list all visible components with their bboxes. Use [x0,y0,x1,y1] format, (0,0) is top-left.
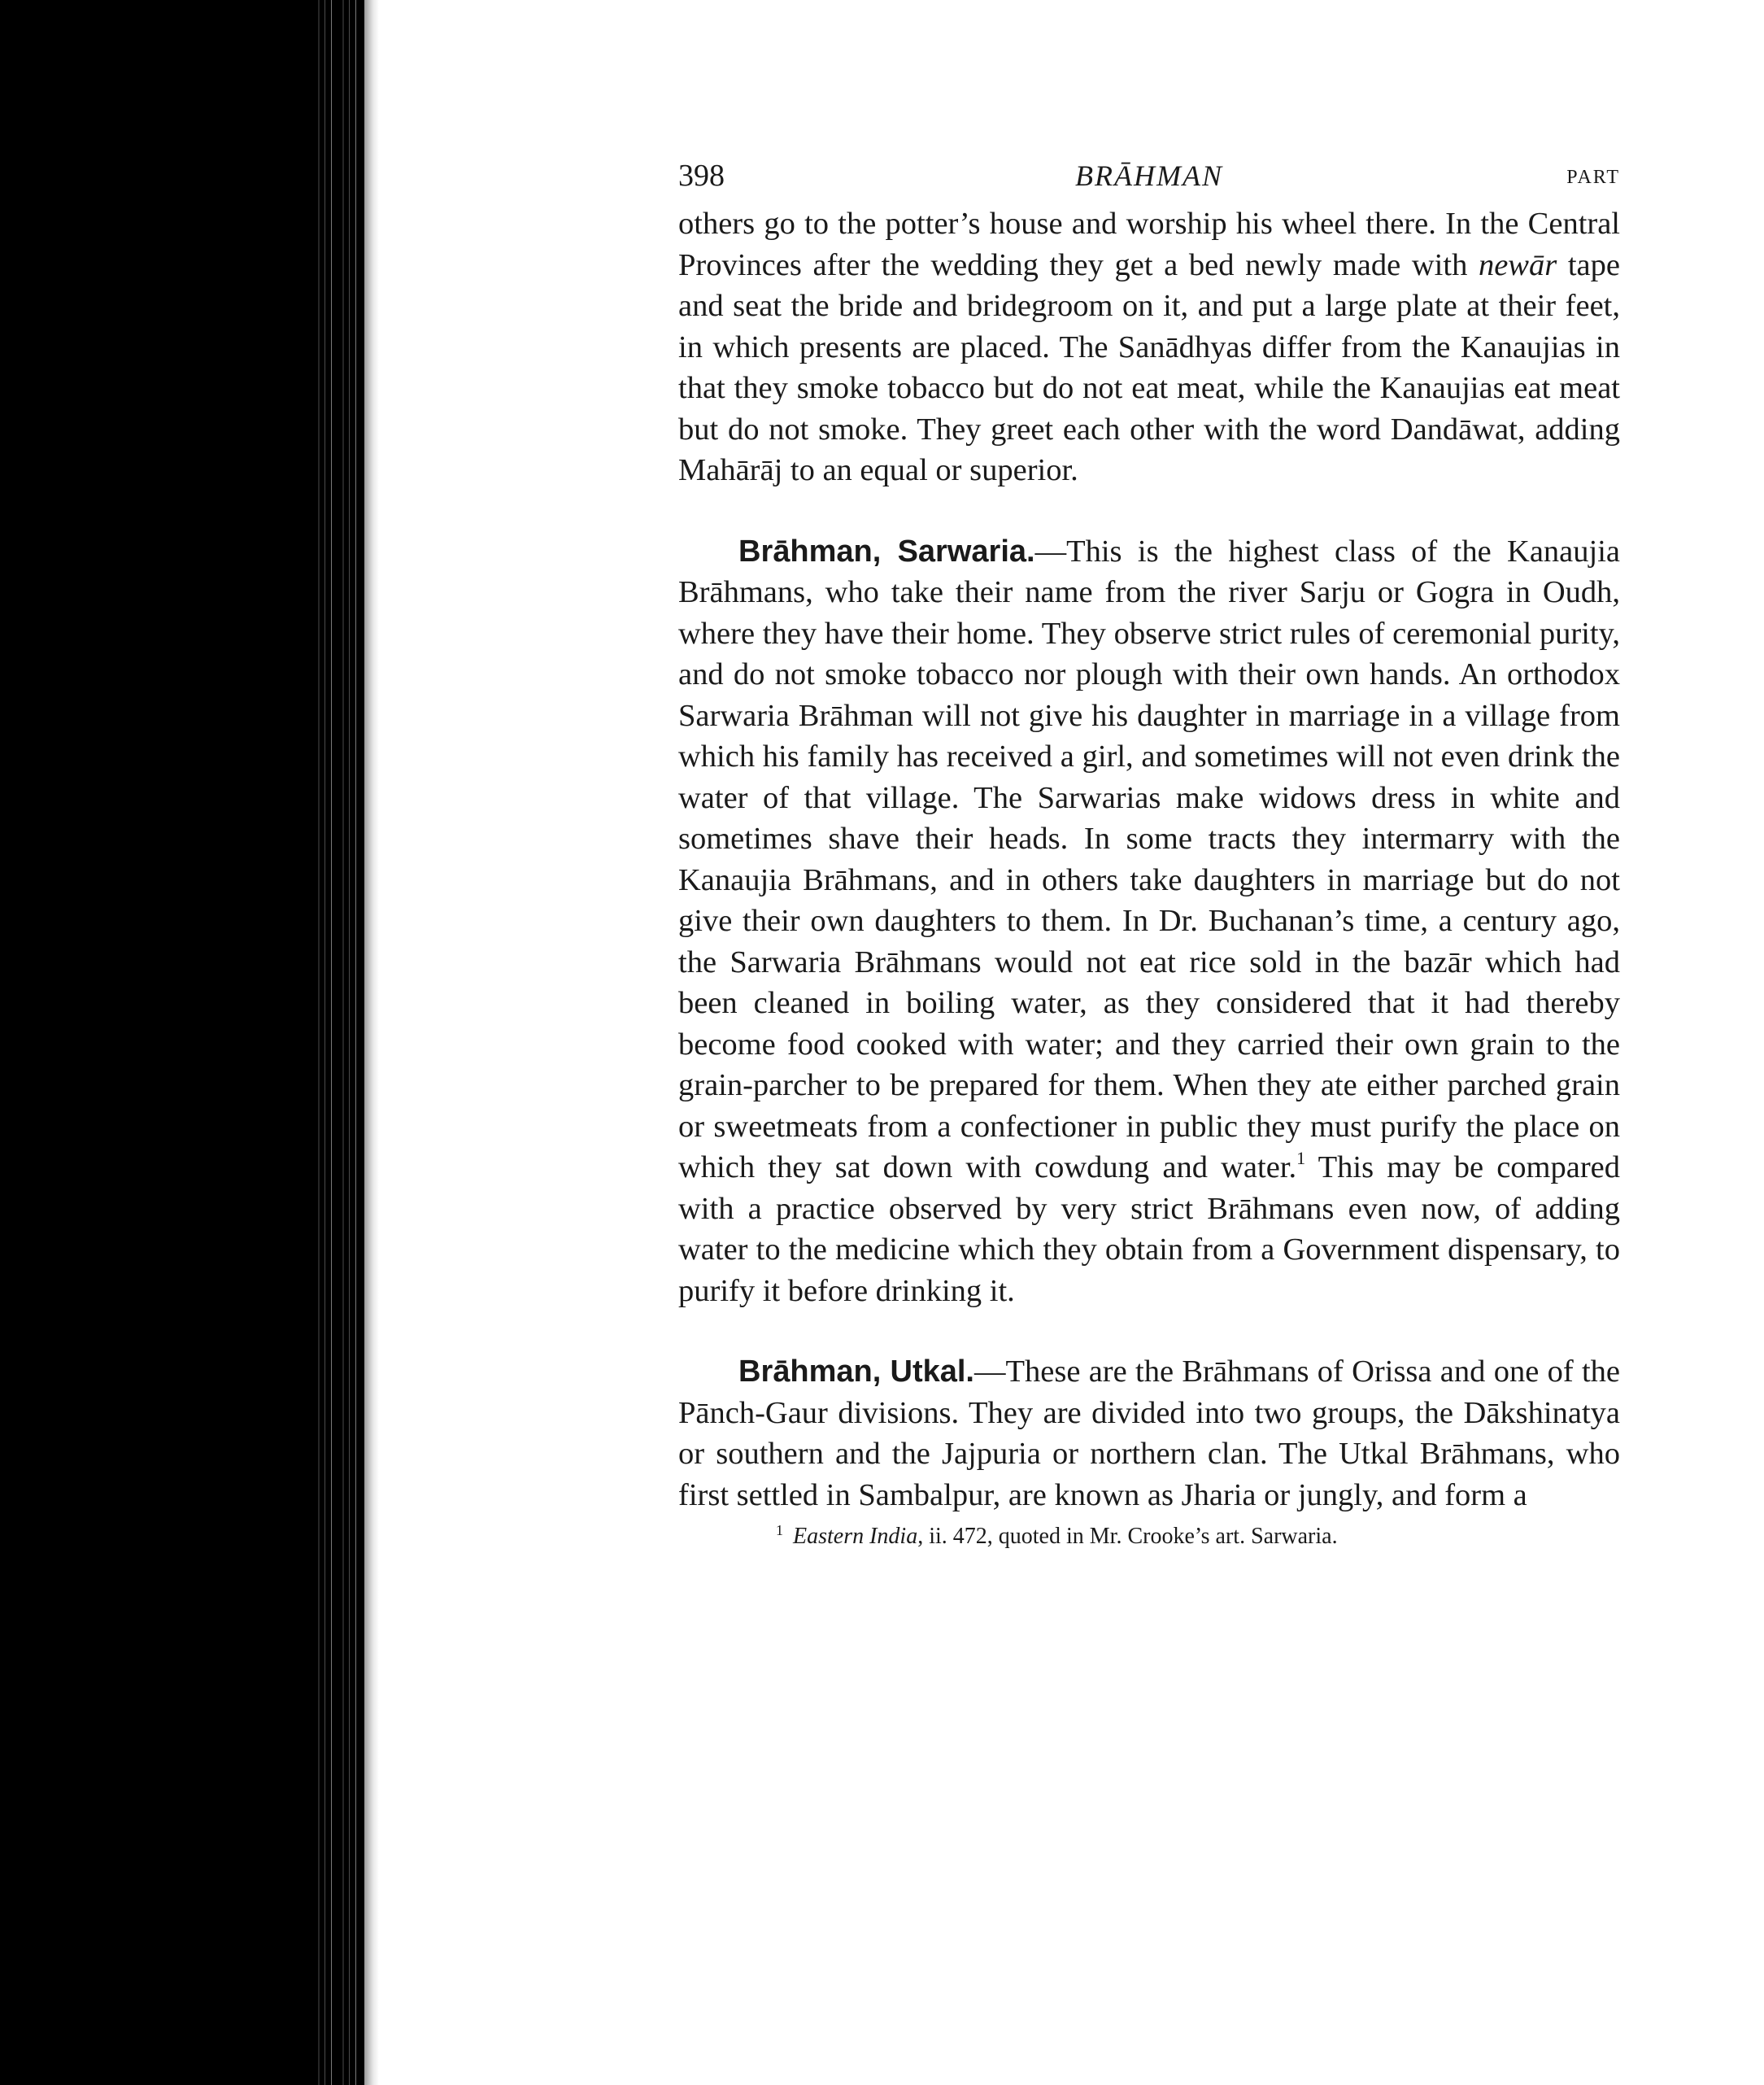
entry-sarwaria [678,531,1620,1312]
paragraph-continued [678,203,1620,491]
footnote-reference: 1 [1296,1148,1306,1168]
paragraph-text: others go to the potter’s house and worship his wheel there. In the Central Provinces after the wedding they get a bed newly made with [678,207,1620,282]
running-head [678,151,1620,200]
running-title: BRĀHMAN [1075,159,1223,192]
paragraph-text: tape and seat the bride and bridegroom on it, and put a large plate at their feet, in which presents are placed. The Sanādhyas differ from the Kanaujias in that they smoke tobacco but do not eat meat, while the Kanaujias eat meat but do not smoke. They greet each other with the word Dandāwat, adding Mahārāj to an equal or superior. [678,247,1620,487]
entry-heading: Brāhman, Sarwaria. [738,534,1035,569]
entry-utkal [678,1351,1620,1516]
footnote-book-title: Eastern India [793,1524,918,1549]
footnote-text: , ii. 472, quoted in Mr. Crooke’s art. Sarwaria. [917,1524,1338,1549]
scan-binding-shadow [364,0,379,2085]
entry-text: —This is the highest class of the Kanaujia Brāhmans, who take their name from the river Sarju or Gogra in Oudh, where they have their home. They observe strict rules of ceremonial purity, and do not smoke tobacco nor plough with their own hands. An orthodox Sarwaria Brāhman will not give his daughter in marriage in a village from which his family has received a girl, and sometimes will not even drink the water of that village. The Sarwarias make widows dress in white and sometimes shave their heads. In some tracts they intermarry with the Kanaujia Brāhmans, and in others take daughters in marriage but do not give their own daughters to them. In Dr. Buchanan’s time, a century ago, the Sarwaria Brāhmans would not eat rice sold in the bazār which had been cleaned in boiling water, as they considered that it had thereby become food cooked with water; and they carried their own grain to the grain-parcher to be prepared for them. When they ate either parched grain or sweetmeats from a confectioner in public they must purify the place on which they sat down with cowdung and water. [678,534,1620,1184]
scan-binding-edge [0,0,364,2085]
part-label: PART [1566,167,1620,188]
book-page [678,151,1620,1553]
footnote [678,1520,1620,1553]
entry-text: This may be compared with a practice observed by very strict Brāhmans even now, of adding water to the medicine which they obtain from a Government dispensary, to purify it before drinking it. [678,1150,1620,1308]
page-number: 398 [678,159,725,193]
italic-term: newār [1478,247,1557,282]
entry-heading: Brāhman, Utkal. [738,1354,974,1389]
entry-text: —These are the Brāhmans of Orissa and one of the Pānch-Gaur divisions. They are divided into two groups, the Dākshinatya or southern and the Jajpuria or northern clan. The Utkal Brāhmans, who first settled in Sambalpur, are known as Jharia or jungly, and form a [678,1354,1620,1512]
footnote-marker: 1 [776,1522,783,1538]
body-text [678,203,1620,1516]
